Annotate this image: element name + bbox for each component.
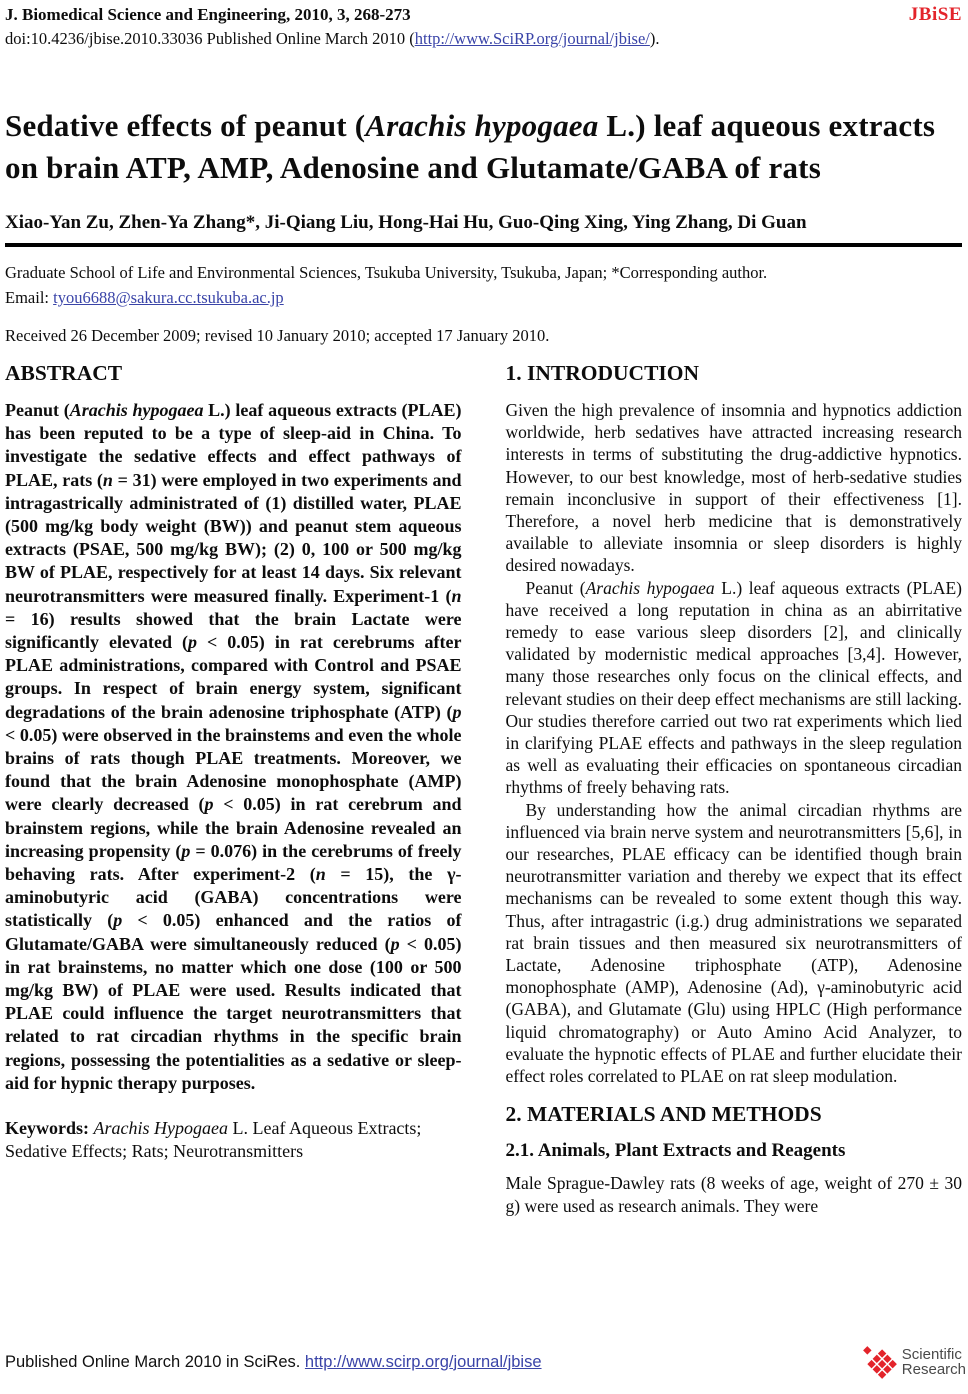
methods-heading: 2. MATERIALS AND METHODS [505,1102,822,1127]
body-columns [5,361,962,1217]
scientific-research-logo [861,1344,966,1380]
email-link[interactable]: tyou6688@sakura.cc.tsukuba.ac.jp [53,288,284,307]
methods-paragraph: Male Sprague-Dawley rats (8 weeks of age, weight of 270 ± 30 g) were used as research animals. They were [505,1173,962,1216]
journal-header [5,4,962,49]
abstract-body: Peanut (Arachis hypogaea L.) leaf aqueous extracts (PLAE) has been reputed to be a type of sleep-aid in China. To investigate the sedative effects and effect pathways of PLAE, rats (n = 31) were employed in two experiments and intragastrically administrated of (1) distilled water, PLAE (500 mg/kg body weight (BW)) and peanut stem aqueous extracts (PSAE, 500 mg/kg BW); (2) 0, 100 or 500 mg/kg BW of PLAE, respectively for at least 14 days. Six relevant neurotransmitters were measured finally. Experiment-1 (n = 16) results showed that the brain Lactate were significantly elevated (p < 0.05) in rat cerebrums after PLAE administrations, compared with Control and PSAE groups. In respect of brain energy system, significant degradations of the brain adenosine triphosphate (ATP) (p < 0.05) were observed in the brainstems and even the whole brains of rats though PLAE treatments. Moreover, we found that the brain Adenosine monophosphate (AMP) were clearly decreased (p < 0.05) in rat cerebrum and brainstem regions, while the brain Adenosine revealed an increasing propensity (p = 0.076) in the cerebrums of freely behaving rats. After experiment-2 (n = 15), the γ-aminobutyric acid (GABA) concentrations were statistically (p < 0.05) enhanced and the ratios of Glutamate/GABA were simultaneously reduced (p < 0.05) in rat brainstems, no matter which one dose (100 or 500 mg/kg BW) of PLAE were used. Results indicated that PLAE could influence the target neurotransmitters that related to rat circadian rhythms in the specific brain regions, possessing the potentialities as a sedative or sleep-aid for hypnic therapy purposes. [5,400,462,1093]
keywords-line: Keywords: Arachis Hypogaea L. Leaf Aqueous Extracts; Sedative Effects; Rats; Neurotransmitters [5,1118,422,1162]
methods-subheading: 2.1. Animals, Plant Extracts and Reagents [505,1140,846,1162]
diamond-logo-icon [861,1344,899,1380]
introduction-heading: 1. INTRODUCTION [505,361,700,385]
intro-paragraph-3: By understanding how the animal circadian rhythms are influenced via brain nerve system and neurotransmitters [5,6], in our researches, PLAE efficacy can be identified though brain neurotransmitter variation and thereby we expect that its effect mechanisms can be revealed to some extent though this way. Thus, after intragastric (i.g.) drug administrations we separated rat brain tissues and then measured six neurotransmitters of Lactate, Adenosine triphosphate (ATP), Adenosine monophosphate (AMP), Adenosine (Ad), γ-aminobutyric acid (GABA), and Glutamate (Glu) using HPLC (High performance liquid chromatography) or Auto Amino Acid Analyzer, to evaluate the hypnotic effects of PLAE and further elucidate their effect roles correlated to PLAE on rat sleep modulation. [505,799,962,1087]
paper-title: Sedative effects of peanut (Arachis hypogaea L.) leaf aqueous extracts on brain ATP, AMP, Adenosine and Glutamate/GABA of rats [5,108,936,185]
logo-text [902,1347,966,1377]
intro-paragraph-1: Given the high prevalence of insomnia and hypnotics addiction worldwide, herb sedatives have attracted increasing research interests in terms of substituting the drug-addictive hypnotics. However, to our best knowledge, most of herb-sedative studies remain inconclusive in support of their effectiveness [1]. Therefore, a novel herb medicine that is demonstratively available to alleviate insomnia or sleep disorders is highly desired nowadays. [505,400,962,576]
doi-link[interactable]: http://www.SciRP.org/journal/jbise/ [414,29,650,48]
doi-prefix: doi:10.4236/jbise.2010.33036 Published Online March 2010 ( [5,29,415,48]
email-line [5,285,962,310]
title-rule [5,243,962,247]
logo-text-line2: Research [901,1361,966,1378]
abstract-heading: ABSTRACT [5,361,123,385]
left-column [5,361,462,1217]
intro-paragraph-2: Peanut (Arachis hypogaea L.) leaf aqueous extracts (PLAE) have received a long reputation in china as an abirritative remedy to ease various sleep disorders [2], and clinically validated by modernistic medical approaches [3,4]. However, many those researches only focus on the clinical effects, and relevant studies on their deep effect mechanisms are still lacking. Our studies therefore carried out two rat experiments which lied in clarifying PLAE effects and pathways in the sleep regulation as well as evaluating their efficacies on spontaneous circadian rhythms of freely behaving rats. [505,577,962,798]
footer-link[interactable]: http://www.scirp.org/journal/jbise [304,1352,542,1371]
authors-line: Xiao-Yan Zu, Zhen-Ya Zhang*, Ji-Qiang Liu, Hong-Hai Hu, Guo-Qing Xing, Ying Zhang, Di Guan [5,212,807,233]
jbise-logo: JBiSE [908,4,962,25]
logo-text-line1: Scientific [901,1346,962,1363]
email-label: Email: [5,288,54,307]
affiliation-line: Graduate School of Life and Environmental Sciences, Tsukuba University, Tsukuba, Japan; *Corresponding author. [5,263,768,282]
footer-published-text: Published Online March 2010 in SciRes. [5,1352,305,1371]
footer-published-line [5,1353,542,1372]
page-footer [5,1344,966,1380]
doi-suffix: ). [649,29,660,48]
journal-title-line: J. Biomedical Science and Engineering, 2010, 3, 268-273 [5,5,411,24]
doi-line [5,28,962,49]
right-column [506,361,963,1217]
received-line: Received 26 December 2009; revised 10 January 2010; accepted 17 January 2010. [5,326,550,345]
affiliation-block [5,260,962,310]
